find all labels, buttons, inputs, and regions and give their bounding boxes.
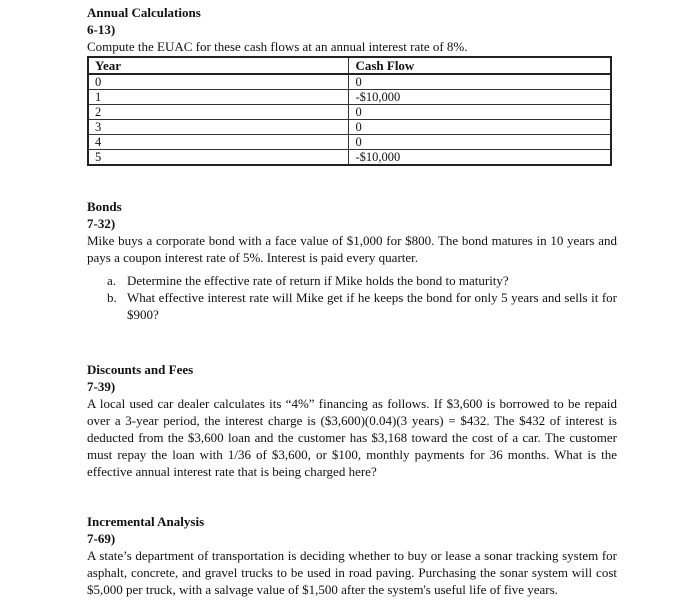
table-row	[88, 90, 611, 105]
table-row	[88, 74, 611, 90]
problem-text: A local used car dealer calculates its “4%” financing as follows. If $3,600 is borrowed to be repaid over a 3-year period, the interest charge is ($3,600)(0.04)(3 years) = $432. The $432 of interest is deducted from the $3,600 loan and the customer has $3,168 toward the cost of a car. The customer must repay the loan with 1/36 of $3,600, or $100, monthly payments for 36 months. What is the effective annual interest rate that is being charged here?	[87, 396, 617, 479]
section-heading: Incremental Analysis	[87, 514, 205, 529]
problem-number: 6-13)	[87, 22, 116, 37]
list-item	[87, 289, 617, 323]
cash-flow-cell: 0	[349, 105, 611, 120]
problem-number: 7-39)	[87, 379, 116, 394]
cash-flow-table	[87, 56, 612, 166]
question-list	[87, 272, 617, 323]
cash-flow-cell: -$10,000	[349, 150, 611, 166]
document-page	[87, 4, 617, 598]
problem-number: 7-69)	[87, 531, 116, 546]
cash-flow-cell: -$10,000	[349, 90, 611, 105]
cash-flow-cell: 0	[349, 135, 611, 150]
list-item-text: Determine the effective rate of return if Mike holds the bond to maturity?	[127, 273, 509, 288]
list-item-text: What effective interest rate will Mike get if he keeps the bond for only 5 years and sells it for $900?	[127, 290, 617, 322]
table-row	[88, 120, 611, 135]
annual-calculations-section	[87, 4, 617, 166]
table-header-row	[88, 57, 611, 74]
column-header-year: Year	[88, 57, 349, 74]
year-cell: 5	[88, 150, 349, 166]
problem-prompt: Compute the EUAC for these cash flows at an annual interest rate of 8%.	[87, 39, 468, 54]
column-header-cash-flow: Cash Flow	[349, 57, 611, 74]
problem-text: A state’s department of transportation is deciding whether to buy or lease a sonar tracking system for asphalt, concrete, and gravel trucks to be used in road paving. Purchasing the sonar system will cost $5,000 per truck, with a salvage value of $1,500 after the system's useful life of five years.	[87, 548, 617, 597]
list-item	[87, 272, 617, 289]
section-heading: Discounts and Fees	[87, 362, 194, 377]
table-row	[88, 135, 611, 150]
problem-number: 7-32)	[87, 216, 116, 231]
discounts-fees-section	[87, 361, 617, 480]
incremental-analysis-section	[87, 513, 617, 598]
table-row	[88, 150, 611, 166]
section-heading: Annual Calculations	[87, 5, 201, 20]
list-marker: b.	[107, 290, 117, 305]
year-cell: 4	[88, 135, 349, 150]
list-marker: a.	[107, 273, 117, 288]
year-cell: 2	[88, 105, 349, 120]
year-cell: 0	[88, 74, 349, 90]
year-cell: 1	[88, 90, 349, 105]
problem-text: Mike buys a corporate bond with a face value of $1,000 for $800. The bond matures in 10 years and pays a coupon interest rate of 5%. Interest is paid every quarter.	[87, 233, 617, 265]
section-heading: Bonds	[87, 199, 122, 214]
table-row	[88, 105, 611, 120]
cash-flow-cell: 0	[349, 120, 611, 135]
cash-flow-cell: 0	[349, 74, 611, 90]
year-cell: 3	[88, 120, 349, 135]
bonds-section	[87, 198, 617, 323]
